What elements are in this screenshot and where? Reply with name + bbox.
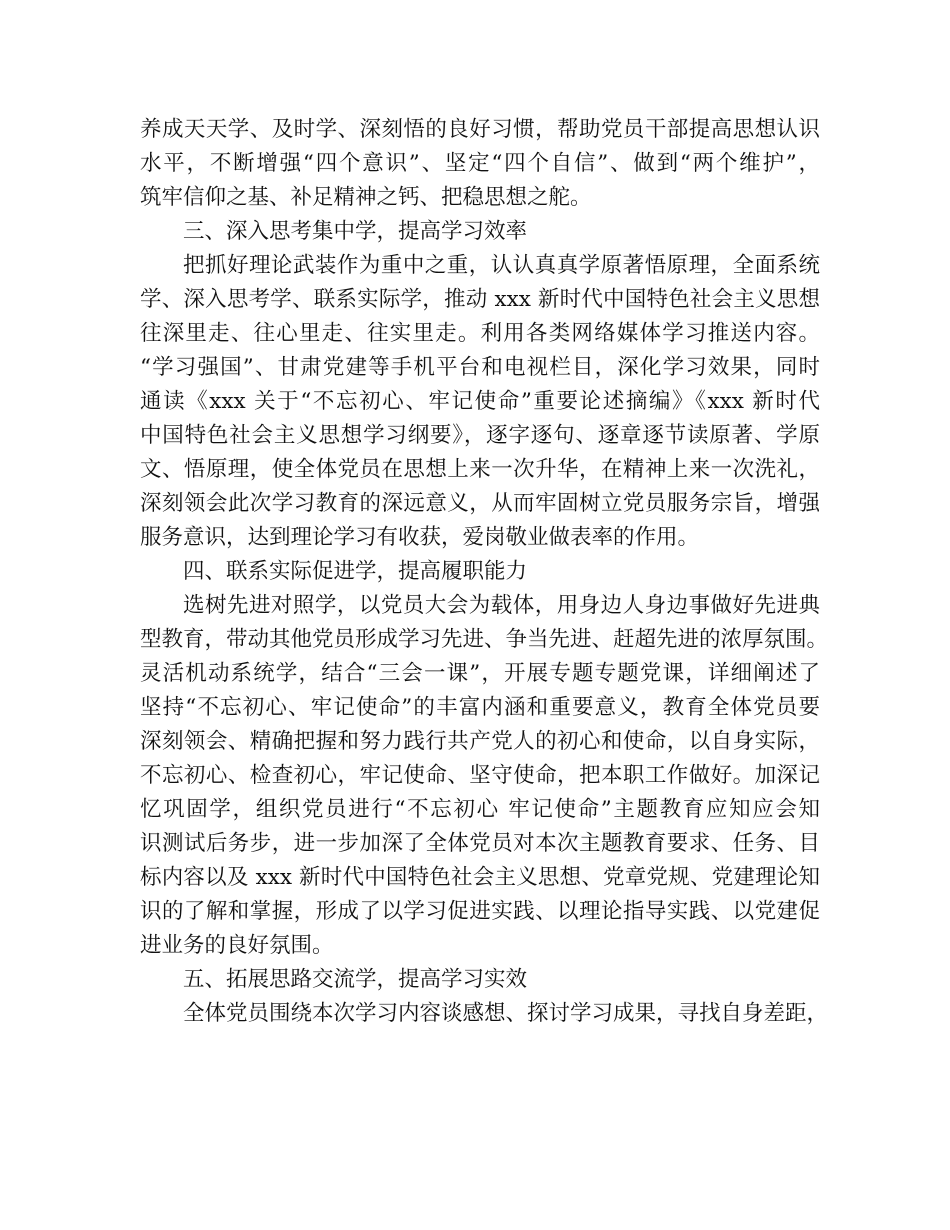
body-line: 标内容以及 xxx 新时代中国特色社会主义思想、党章党规、党建理论知 [140, 865, 820, 890]
section-heading-5: 五、拓展思路交流学，提高学习实效 [183, 967, 528, 992]
document-body [140, 113, 829, 1031]
body-line: 型教育，带动其他党员形成学习先进、争当先进、赶超先进的浓厚氛围。 [140, 627, 829, 652]
body-line: 识的了解和掌握，形成了以学习促进实践、以理论指导实践、以党建促 [140, 899, 820, 924]
body-line: 养成天天学、及时学、深刻悟的良好习惯，帮助党员干部提高思想认识 [140, 117, 820, 142]
section-heading-4: 四、联系实际促进学，提高履职能力 [183, 559, 528, 584]
body-line: 水平，不断增强“四个意识”、坚定“四个自信”、做到“两个维护”， [140, 151, 820, 176]
body-line: 学、深入思考学、联系实际学，推动 xxx 新时代中国特色社会主义思想 [140, 287, 820, 312]
body-line: 深刻领会此次学习教育的深远意义，从而牢固树立党员服务宗旨，增强 [140, 491, 820, 516]
body-line: 坚持“不忘初心、牢记使命”的丰富内涵和重要意义，教育全体党员要 [140, 695, 820, 720]
body-line: “学习强国”、甘肃党建等手机平台和电视栏目，深化学习效果，同时 [140, 355, 820, 380]
body-line: 中国特色社会主义思想学习纲要》，逐字逐句、逐章逐节读原著、学原 [140, 423, 820, 448]
body-line: 通读《xxx 关于“不忘初心、牢记使命”重要论述摘编》《xxx 新时代 [140, 389, 820, 414]
body-line: 全体党员围绕本次学习内容谈感想、探讨学习成果，寻找自身差距， [183, 1001, 829, 1026]
body-line: 进业务的良好氛围。 [140, 933, 334, 958]
body-line: 筑牢信仰之基、补足精神之钙、把稳思想之舵。 [140, 185, 592, 210]
body-line: 把抓好理论武装作为重中之重，认认真真学原著悟原理，全面系统 [183, 253, 820, 278]
body-line: 服务意识，达到理论学习有收获，爱岗敬业做表率的作用。 [140, 525, 700, 550]
body-line: 文、悟原理，使全体党员在思想上来一次升华，在精神上来一次洗礼， [140, 457, 820, 482]
body-line: 灵活机动系统学，结合“三会一课”，开展专题专题党课，详细阐述了 [140, 661, 820, 686]
body-line: 识测试后务步，进一步加深了全体党员对本次主题教育要求、任务、目 [140, 831, 820, 856]
body-line: 忆巩固学，组织党员进行“不忘初心 牢记使命”主题教育应知应会知 [140, 797, 820, 822]
body-line: 深刻领会、精确把握和努力践行共产党人的初心和使命，以自身实际， [140, 729, 820, 754]
body-line: 不忘初心、检查初心，牢记使命、坚守使命，把本职工作做好。加深记 [140, 763, 820, 788]
body-line: 选树先进对照学，以党员大会为载体，用身边人身边事做好先进典 [183, 593, 820, 618]
section-heading-3: 三、深入思考集中学，提高学习效率 [183, 219, 528, 244]
body-line: 往深里走、往心里走、往实里走。利用各类网络媒体学习推送内容。 [140, 321, 820, 346]
